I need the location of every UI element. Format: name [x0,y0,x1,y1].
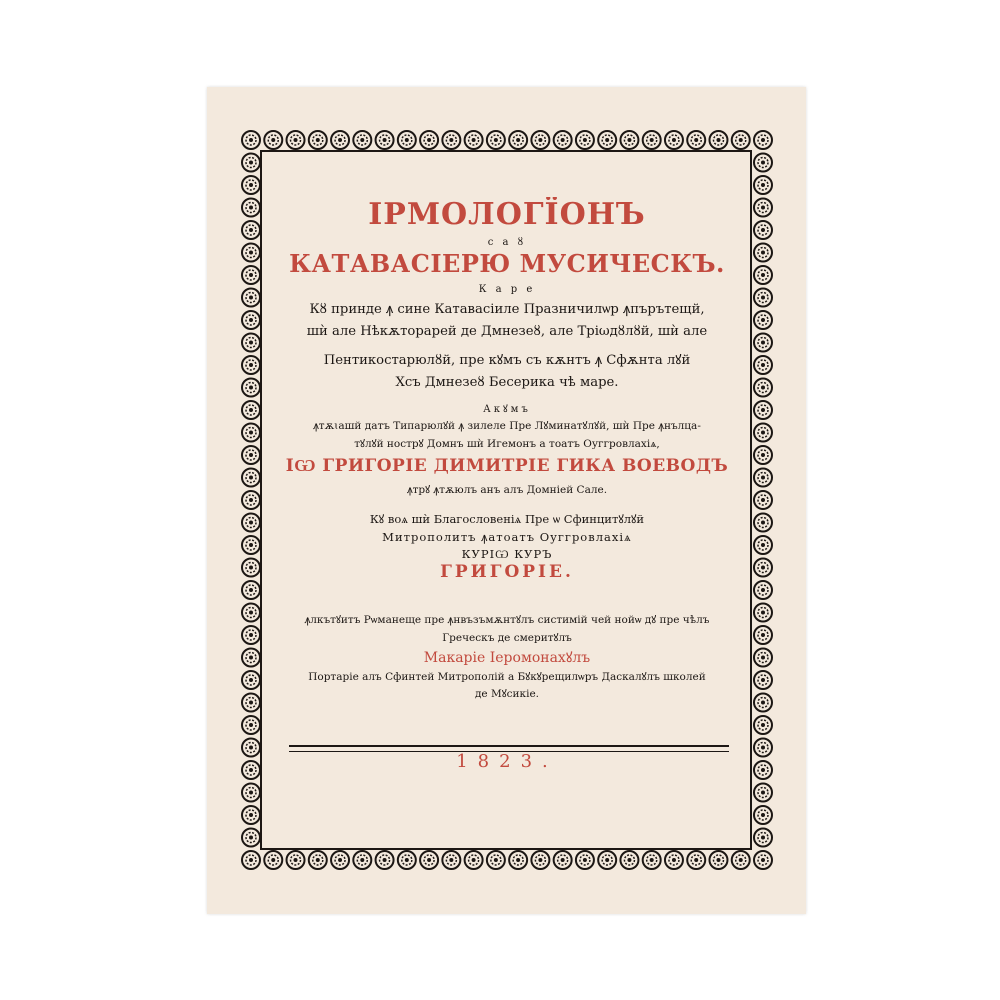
text-line: Кȣ принде ꙟ сине Катавасіиле Празничилѡр ꙟпърътещй, [309,302,705,317]
author-name: Макаріе Іеромонахꙋлъ [423,650,591,666]
text-akum: Акꙋмъ [483,404,531,415]
text-line: шѝ але Нѣкѫторарей де Дмнезеȣ, але Тріωдȣлȣй, шѝ але [306,324,708,339]
text-line: Кꙋ воѧ шѝ Благословеніѧ Пре ѡ Сфинцитꙋлꙋй [369,512,645,526]
text-line: Греческъ де смеритꙋлъ [442,632,572,644]
text-line: Митрополитъ ꙟатоатъ Оуггровлахіѧ [382,530,632,544]
metropolitan-name: ГРИГОРІЕ. [440,562,574,582]
book-page [207,87,806,914]
text-line: КУРІѠ КУРЪ [461,547,553,561]
book-subtitle: КАТАВАСІЕРЮ МУСИЧЕСКЪ. [289,249,725,278]
text-line: тꙋлꙋй нострꙋ Домнъ шѝ Игемонъ а тоатъ Оуггровлахіѧ, [354,438,660,450]
prince-name: ІѠ ГРИГОРІЕ ДИМИТРІЕ ГИКА ВОЕВОДЪ [285,456,729,476]
text-line: Портаріе алъ Сфинтей Митрополій а Бꙋкꙋрещилѡръ Даскалꙋлъ школей [308,671,706,683]
text-line: Пентикостарюлȣй, пре кꙋмъ съ кѫнтъ ꙟ Сфѫнта лꙋй [323,353,691,368]
text-line: ꙟтѫꙇашй датъ Типарюлꙋй ꙟ зилеле Пре Лꙋминатꙋлꙋй, шѝ Пре ꙟнълца- [313,420,701,432]
text-line: Хсъ Дмнезеȣ Бесерика чѣ маре. [395,375,619,390]
text-kare: К а р е [478,284,536,295]
book-title: ІРМОЛОГЇОНЪ [368,197,646,232]
publication-year: 1823. [456,751,558,772]
text-line: ꙟлкътꙋитъ Рѡманеще пре ꙟнвъзъмѫнтꙋлъ систимій чей нойѡ дꙋ пре чѣлъ [304,614,710,626]
subtitle-connector: с а ȣ [487,237,527,248]
text-line: де Мꙋсикіе. [474,688,540,700]
text-line: ꙟтрꙋ ꙟтѫюлъ анъ алъ Домніей Сале. [406,484,608,496]
